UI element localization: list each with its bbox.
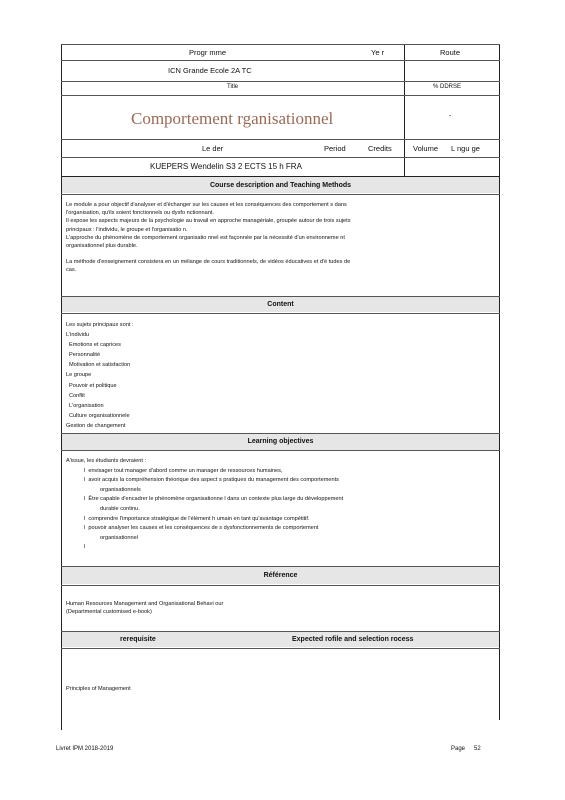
bullet-icon: l (84, 467, 86, 474)
volume-label: Volume (413, 144, 439, 153)
objective-cont: organisationnels (100, 486, 141, 493)
bullet-icon: l (84, 544, 86, 551)
text-line: Motivation et satisfaction (69, 362, 131, 369)
text-line: A'issue, les étudiants devraient : (66, 458, 147, 464)
text-line: (Departmental customised e-book) (66, 609, 152, 616)
prerequisite-section-title: rerequisite (120, 636, 156, 643)
header-rule-1 (61, 44, 500, 45)
text-line: L'approche du phénomène de comportement organisatio nnel est façonnée par la nécessité d'un environneme nt (66, 234, 345, 241)
reference-section-title: Référence (263, 572, 298, 579)
header-rule-2 (61, 60, 500, 61)
objective-item (66, 476, 343, 486)
objective-text: comprendre l'importance stratégique de l'élément h umain en tant qu'avantage compétitif. (88, 515, 310, 522)
objective-item (66, 543, 343, 553)
objective-item (66, 467, 343, 477)
ddrse-value: - (449, 113, 452, 120)
text-line: Culture organisationnele (69, 412, 130, 419)
objective-item (66, 524, 343, 534)
reference-text (66, 600, 223, 616)
route-label: Route (440, 48, 461, 57)
programme-value: ICN Grande Ecole 2A TC (168, 66, 252, 75)
prerequisite-rule (61, 648, 500, 649)
header-rule-6 (61, 157, 500, 158)
text-line: L'individu (66, 332, 90, 339)
period-label: Period (324, 144, 346, 153)
text-line: Le module a pour objectif d'analyser et d'échanger sur les causes et les conséquences des comportement s dans (66, 202, 347, 208)
course-title: Comportement rganisationnel (131, 109, 334, 128)
description-rule (61, 194, 500, 195)
content-rule (61, 313, 500, 314)
footer-page-label: Page (451, 746, 466, 752)
right-border (499, 44, 500, 720)
bullet-icon: l (84, 496, 86, 503)
text-line: Emotions et caprices (69, 342, 121, 349)
text-line: organisationnel plus durable. (66, 243, 138, 250)
objective-item (66, 495, 343, 505)
programme-label: Progr mme (189, 48, 227, 57)
text-line: L'organisation (69, 402, 104, 409)
credits-label: Credits (368, 144, 392, 153)
objectives-text (66, 457, 343, 553)
text-line: La méthode d'enseignement consistera en un mélange de cours traditionnels, de vidéos éducatives et d'é tudes de (66, 259, 351, 266)
objectives-section-title: Learning objectives (247, 438, 314, 445)
content-section-title: Content (267, 301, 294, 308)
objective-text: pouvoir analyser les causes et les conséquences de s dysfonctionnements de comportement (88, 525, 319, 532)
text-line: Principles of Management (66, 686, 131, 692)
year-label: Ye r (371, 48, 385, 57)
title-label: Title (227, 84, 239, 90)
left-border (61, 44, 62, 730)
language-label: L ngu ge (451, 144, 480, 153)
header-rule-3 (61, 81, 500, 82)
objective-text: envisager tout manager d'abord comme un manager de ressources humaines, (88, 467, 283, 474)
text-line: Gestion de changement (66, 422, 126, 429)
text-line: Conflit (69, 392, 85, 399)
header-rule-5 (61, 139, 500, 140)
footer-left: Livret IPM 2018-2019 (56, 746, 114, 752)
text-line: Pouvoir et politique (69, 382, 117, 389)
text-line: Le groupe (66, 372, 92, 379)
bullet-icon: l (84, 477, 86, 484)
objective-cont: durable continu. (100, 505, 140, 512)
header-rule-4 (61, 95, 500, 96)
text-line: Human Resources Management and Organisational Behavi our (66, 601, 224, 607)
prerequisite-text (66, 685, 131, 693)
expected-profile-section-title: Expected rofile and selection rocess (292, 636, 414, 643)
content-text (66, 320, 133, 431)
objective-cont: organisationnel (100, 534, 138, 541)
objective-text: avoir acquis la compréhension théorique des aspect s pratiques du management des comportements (88, 477, 339, 484)
text-line: Les sujets principaux sont : (66, 322, 134, 328)
leader-label: Le der (202, 144, 224, 153)
bullet-icon: l (84, 525, 86, 532)
text-line: l'organisation, qu'ils soient fonctionnels ou dysfo nctionnant. (66, 210, 214, 217)
text-line: cas. (66, 267, 77, 274)
ddrse-label: % DDRSE (433, 84, 462, 90)
objectives-rule (61, 450, 500, 451)
objective-text: Être capable d'encadrer le phénomène organisationne l dans un contexte plus large du développement (88, 496, 344, 503)
description-text (66, 201, 351, 275)
leader-value: KUEPERS Wendelin S3 2 ECTS 15 h FRA (150, 162, 302, 171)
description-section-title: Course description and Teaching Methods (209, 182, 352, 189)
objective-item (66, 515, 343, 525)
reference-rule (61, 585, 500, 586)
text-line: Il expose les aspects majeurs de la psychologie au travail en approche managériale, groupée autour de trois sujets (66, 218, 351, 225)
text-line: Personnalité (69, 352, 101, 359)
text-line: principaux : l'individu, le groupe et l'organisatio n. (66, 226, 188, 233)
footer-page-number: 52 (474, 746, 481, 752)
bullet-icon: l (84, 515, 86, 522)
text-line (66, 250, 351, 258)
